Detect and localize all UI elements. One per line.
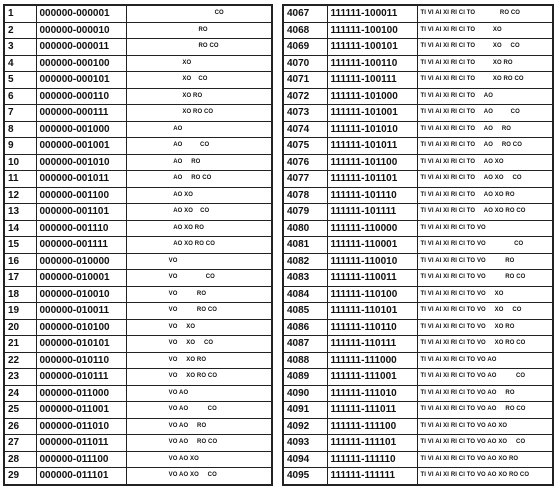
row-signal-code: TI VI AI XI RI CI TO VO AO RO <box>417 385 553 402</box>
row-index: 10 <box>4 154 36 171</box>
table-row <box>4 121 272 138</box>
row-index: 24 <box>4 385 36 402</box>
table-row <box>283 204 553 221</box>
table-row <box>4 55 272 72</box>
table-row <box>283 39 553 56</box>
row-bit-pattern: 000000-001000 <box>36 121 126 138</box>
table-row <box>283 55 553 72</box>
table-row <box>4 451 272 468</box>
row-bit-pattern: 000000-000010 <box>36 22 126 39</box>
row-index: 4083 <box>283 270 327 287</box>
row-signal-code: VO AO RO <box>126 418 272 435</box>
table-row <box>283 237 553 254</box>
table-row <box>283 303 553 320</box>
row-index: 4068 <box>283 22 327 39</box>
row-bit-pattern: 111111-111000 <box>327 352 417 369</box>
row-bit-pattern: 111111-101110 <box>327 187 417 204</box>
row-signal-code: TI VI AI XI RI CI TO XO RO CO <box>417 72 553 89</box>
row-bit-pattern: 111111-100101 <box>327 39 417 56</box>
table-row <box>283 154 553 171</box>
row-index: 4088 <box>283 352 327 369</box>
row-bit-pattern: 111111-101011 <box>327 138 417 155</box>
table-row <box>283 369 553 386</box>
row-index: 6 <box>4 88 36 105</box>
row-signal-code: VO XO RO CO <box>126 369 272 386</box>
table-row <box>4 105 272 122</box>
row-signal-code: VO XO <box>126 319 272 336</box>
row-index: 1 <box>4 5 36 22</box>
row-bit-pattern: 000000-010101 <box>36 336 126 353</box>
table-row <box>283 468 553 485</box>
row-index: 4093 <box>283 435 327 452</box>
row-bit-pattern: 111111-110111 <box>327 336 417 353</box>
row-bit-pattern: 000000-001010 <box>36 154 126 171</box>
table-row <box>283 138 553 155</box>
row-signal-code: TI VI AI XI RI CI TO AO XO CO <box>417 171 553 188</box>
row-index: 2 <box>4 22 36 39</box>
row-signal-code: VO CO <box>126 270 272 287</box>
row-signal-code: VO RO <box>126 286 272 303</box>
row-signal-code: VO XO RO <box>126 352 272 369</box>
table-row <box>4 22 272 39</box>
table-row <box>283 336 553 353</box>
row-index: 13 <box>4 204 36 221</box>
row-bit-pattern: 111111-101100 <box>327 154 417 171</box>
table-row <box>4 468 272 485</box>
row-bit-pattern: 000000-010000 <box>36 253 126 270</box>
row-signal-code: RO CO <box>126 39 272 56</box>
row-signal-code: TI VI AI XI RI CI TO AO RO <box>417 121 553 138</box>
row-index: 7 <box>4 105 36 122</box>
row-signal-code: TI VI AI XI RI CI TO AO XO RO <box>417 187 553 204</box>
table-row <box>283 187 553 204</box>
row-bit-pattern: 111111-100111 <box>327 72 417 89</box>
row-bit-pattern: 000000-000100 <box>36 55 126 72</box>
row-signal-code: AO RO CO <box>126 171 272 188</box>
row-bit-pattern: 000000-001011 <box>36 171 126 188</box>
row-index: 12 <box>4 187 36 204</box>
row-signal-code: AO XO CO <box>126 204 272 221</box>
row-signal-code: TI VI AI XI RI CI TO VO XO RO CO <box>417 336 553 353</box>
table-row <box>283 435 553 452</box>
row-signal-code: VO AO XO <box>126 451 272 468</box>
right-table-body <box>283 5 553 485</box>
row-signal-code: VO AO RO CO <box>126 435 272 452</box>
row-signal-code: RO <box>126 22 272 39</box>
row-bit-pattern: 111111-101111 <box>327 204 417 221</box>
table-row <box>283 319 553 336</box>
row-bit-pattern: 000000-010010 <box>36 286 126 303</box>
row-index: 23 <box>4 369 36 386</box>
table-row <box>4 5 272 22</box>
row-signal-code: TI VI AI XI RI CI TO VO RO <box>417 253 553 270</box>
row-index: 4078 <box>283 187 327 204</box>
row-index: 4075 <box>283 138 327 155</box>
row-bit-pattern: 111111-110001 <box>327 237 417 254</box>
row-bit-pattern: 000000-010111 <box>36 369 126 386</box>
row-signal-code: VO XO CO <box>126 336 272 353</box>
table-row <box>4 352 272 369</box>
table-row <box>4 88 272 105</box>
row-index: 4091 <box>283 402 327 419</box>
row-bit-pattern: 000000-001100 <box>36 187 126 204</box>
row-signal-code: TI VI AI XI RI CI TO VO AO RO CO <box>417 402 553 419</box>
row-bit-pattern: 111111-100110 <box>327 55 417 72</box>
table-row <box>283 418 553 435</box>
row-signal-code: TI VI AI XI RI CI TO VO AO XO RO <box>417 451 553 468</box>
row-bit-pattern: 000000-001001 <box>36 138 126 155</box>
row-signal-code: XO RO CO <box>126 105 272 122</box>
row-index: 26 <box>4 418 36 435</box>
row-bit-pattern: 000000-011100 <box>36 451 126 468</box>
row-index: 4071 <box>283 72 327 89</box>
table-row <box>283 220 553 237</box>
table-row <box>283 88 553 105</box>
row-bit-pattern: 000000-000101 <box>36 72 126 89</box>
row-bit-pattern: 000000-010100 <box>36 319 126 336</box>
row-signal-code: TI VI AI XI RI CI TO VO XO <box>417 286 553 303</box>
table-row <box>283 451 553 468</box>
table-row <box>4 270 272 287</box>
row-index: 5 <box>4 72 36 89</box>
row-bit-pattern: 000000-011010 <box>36 418 126 435</box>
row-bit-pattern: 000000-011000 <box>36 385 126 402</box>
row-index: 17 <box>4 270 36 287</box>
row-index: 4095 <box>283 468 327 485</box>
row-bit-pattern: 000000-000001 <box>36 5 126 22</box>
row-index: 4 <box>4 55 36 72</box>
row-bit-pattern: 111111-101010 <box>327 121 417 138</box>
row-bit-pattern: 111111-100011 <box>327 5 417 22</box>
row-bit-pattern: 111111-101000 <box>327 88 417 105</box>
row-index: 9 <box>4 138 36 155</box>
row-signal-code: VO AO CO <box>126 402 272 419</box>
table-row <box>283 22 553 39</box>
row-signal-code: CO <box>126 5 272 22</box>
row-bit-pattern: 000000-010110 <box>36 352 126 369</box>
row-index: 4082 <box>283 253 327 270</box>
row-index: 19 <box>4 303 36 320</box>
row-index: 4073 <box>283 105 327 122</box>
table-row <box>283 105 553 122</box>
row-signal-code: VO AO XO CO <box>126 468 272 485</box>
row-index: 11 <box>4 171 36 188</box>
row-index: 4085 <box>283 303 327 320</box>
row-index: 4086 <box>283 319 327 336</box>
row-bit-pattern: 111111-110011 <box>327 270 417 287</box>
row-signal-code: TI VI AI XI RI CI TO RO CO <box>417 5 553 22</box>
row-signal-code: TI VI AI XI RI CI TO VO <box>417 220 553 237</box>
row-index: 4081 <box>283 237 327 254</box>
row-index: 4089 <box>283 369 327 386</box>
row-index: 20 <box>4 319 36 336</box>
row-index: 4072 <box>283 88 327 105</box>
row-index: 4074 <box>283 121 327 138</box>
table-row <box>4 171 272 188</box>
row-signal-code: AO RO <box>126 154 272 171</box>
row-bit-pattern: 000000-000011 <box>36 39 126 56</box>
table-row <box>283 121 553 138</box>
table-row <box>4 336 272 353</box>
table-row <box>4 402 272 419</box>
row-bit-pattern: 000000-001110 <box>36 220 126 237</box>
row-index: 4079 <box>283 204 327 221</box>
row-bit-pattern: 000000-011101 <box>36 468 126 485</box>
row-signal-code: XO RO <box>126 88 272 105</box>
table-row <box>283 352 553 369</box>
row-bit-pattern: 000000-010001 <box>36 270 126 287</box>
row-bit-pattern: 111111-111111 <box>327 468 417 485</box>
row-signal-code: TI VI AI XI RI CI TO VO AO XO RO CO <box>417 468 553 485</box>
row-signal-code: VO <box>126 253 272 270</box>
row-bit-pattern: 111111-110010 <box>327 253 417 270</box>
row-index: 4067 <box>283 5 327 22</box>
row-bit-pattern: 000000-000111 <box>36 105 126 122</box>
table-row <box>283 385 553 402</box>
row-bit-pattern: 111111-101001 <box>327 105 417 122</box>
row-bit-pattern: 111111-101101 <box>327 171 417 188</box>
row-index: 4090 <box>283 385 327 402</box>
row-signal-code: TI VI AI XI RI CI TO AO XO RO CO <box>417 204 553 221</box>
row-index: 8 <box>4 121 36 138</box>
row-bit-pattern: 000000-001111 <box>36 237 126 254</box>
row-index: 4077 <box>283 171 327 188</box>
row-index: 18 <box>4 286 36 303</box>
table-row <box>4 253 272 270</box>
row-signal-code: TI VI AI XI RI CI TO AO RO CO <box>417 138 553 155</box>
table-row <box>4 138 272 155</box>
table-row <box>4 187 272 204</box>
row-signal-code: VO AO <box>126 385 272 402</box>
row-signal-code: AO <box>126 121 272 138</box>
row-bit-pattern: 111111-110110 <box>327 319 417 336</box>
table-row <box>283 270 553 287</box>
row-signal-code: TI VI AI XI RI CI TO XO RO <box>417 55 553 72</box>
row-signal-code: TI VI AI XI RI CI TO AO XO <box>417 154 553 171</box>
row-index: 22 <box>4 352 36 369</box>
row-bit-pattern: 111111-110100 <box>327 286 417 303</box>
left-table <box>3 4 273 486</box>
row-index: 25 <box>4 402 36 419</box>
table-row <box>4 435 272 452</box>
row-index: 14 <box>4 220 36 237</box>
row-signal-code: TI VI AI XI RI CI TO AO CO <box>417 105 553 122</box>
row-signal-code: TI VI AI XI RI CI TO VO XO CO <box>417 303 553 320</box>
table-row <box>4 369 272 386</box>
row-index: 29 <box>4 468 36 485</box>
row-index: 27 <box>4 435 36 452</box>
table-row <box>4 237 272 254</box>
table-row <box>283 286 553 303</box>
row-signal-code: TI VI AI XI RI CI TO VO AO <box>417 352 553 369</box>
row-bit-pattern: 000000-010011 <box>36 303 126 320</box>
row-signal-code: VO RO CO <box>126 303 272 320</box>
table-row <box>4 39 272 56</box>
row-index: 4076 <box>283 154 327 171</box>
row-signal-code: TI VI AI XI RI CI TO VO CO <box>417 237 553 254</box>
row-signal-code: XO <box>126 55 272 72</box>
row-index: 4070 <box>283 55 327 72</box>
row-signal-code: AO XO RO CO <box>126 237 272 254</box>
row-signal-code: TI VI AI XI RI CI TO XO <box>417 22 553 39</box>
table-row <box>4 418 272 435</box>
row-bit-pattern: 111111-111010 <box>327 385 417 402</box>
row-bit-pattern: 111111-111101 <box>327 435 417 452</box>
row-bit-pattern: 111111-111011 <box>327 402 417 419</box>
row-signal-code: TI VI AI XI RI CI TO XO CO <box>417 39 553 56</box>
row-signal-code: TI VI AI XI RI CI TO VO XO RO <box>417 319 553 336</box>
table-row <box>4 220 272 237</box>
row-index: 4092 <box>283 418 327 435</box>
row-index: 21 <box>4 336 36 353</box>
row-bit-pattern: 000000-001101 <box>36 204 126 221</box>
table-row <box>4 204 272 221</box>
row-signal-code: AO XO RO <box>126 220 272 237</box>
table-row <box>283 5 553 22</box>
table-row <box>4 385 272 402</box>
table-row <box>4 286 272 303</box>
row-bit-pattern: 111111-111110 <box>327 451 417 468</box>
row-signal-code: AO XO <box>126 187 272 204</box>
table-row <box>283 402 553 419</box>
table-row <box>4 72 272 89</box>
row-bit-pattern: 000000-000110 <box>36 88 126 105</box>
row-signal-code: TI VI AI XI RI CI TO VO AO CO <box>417 369 553 386</box>
table-row <box>4 319 272 336</box>
row-signal-code: TI VI AI XI RI CI TO VO AO XO CO <box>417 435 553 452</box>
row-bit-pattern: 111111-111001 <box>327 369 417 386</box>
row-index: 4080 <box>283 220 327 237</box>
table-row <box>283 171 553 188</box>
table-row <box>4 154 272 171</box>
row-index: 4069 <box>283 39 327 56</box>
right-table <box>282 4 554 486</box>
row-index: 4087 <box>283 336 327 353</box>
row-signal-code: AO CO <box>126 138 272 155</box>
row-bit-pattern: 000000-011001 <box>36 402 126 419</box>
left-table-body <box>4 5 272 485</box>
table-row <box>4 303 272 320</box>
row-index: 28 <box>4 451 36 468</box>
row-signal-code: TI VI AI XI RI CI TO VO AO XO <box>417 418 553 435</box>
row-index: 4084 <box>283 286 327 303</box>
row-bit-pattern: 111111-111100 <box>327 418 417 435</box>
row-signal-code: TI VI AI XI RI CI TO VO RO CO <box>417 270 553 287</box>
row-index: 4094 <box>283 451 327 468</box>
table-row <box>283 72 553 89</box>
row-bit-pattern: 000000-011011 <box>36 435 126 452</box>
table-row <box>283 253 553 270</box>
row-signal-code: TI VI AI XI RI CI TO AO <box>417 88 553 105</box>
row-index: 15 <box>4 237 36 254</box>
row-bit-pattern: 111111-110101 <box>327 303 417 320</box>
row-bit-pattern: 111111-110000 <box>327 220 417 237</box>
row-index: 16 <box>4 253 36 270</box>
row-signal-code: XO CO <box>126 72 272 89</box>
row-bit-pattern: 111111-100100 <box>327 22 417 39</box>
row-index: 3 <box>4 39 36 56</box>
